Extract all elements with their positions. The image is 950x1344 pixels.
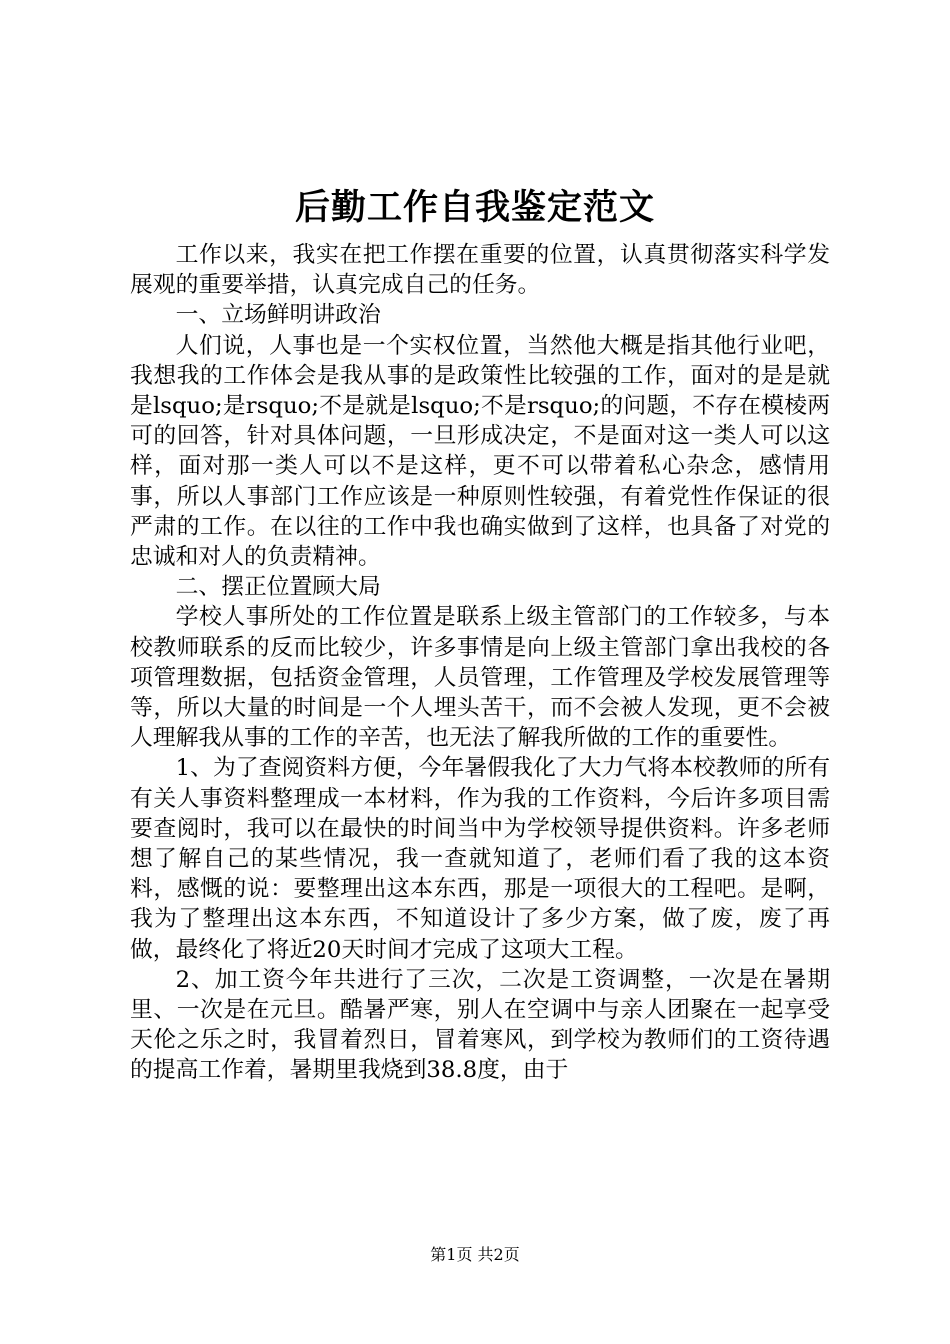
section-heading-2: 二、摆正位置顾大局	[175, 574, 381, 601]
page-number-footer: 第1页 共2页	[430, 1245, 520, 1264]
intro-paragraph: 工作以来，我实在把工作摆在重要的位置，认真贯彻落实科学发展观的重要举措，认真完成自己的任务。	[130, 242, 830, 299]
section-heading-1: 一、立场鲜明讲政治	[175, 302, 381, 329]
numbered-paragraph-1: 1、为了查阅资料方便，今年暑假我化了大力气将本校教师的所有有关人事资料整理成一本材料，作为我的工作资料，今后许多项目需要查阅时，我可以在最快的时间当中为学校领导提供资料。许多老师想了解自己的某些情况，我一查就知道了，老师们看了我的这本资料，感慨的说：要整理出这本东西，那是一项很大的工程吧。是啊，我为了整理出这本东西，不知道设计了多少方案，做了废，废了再做，最终化了将近20天时间才完成了这项大工程。	[130, 755, 830, 963]
body-paragraph: 学校人事所处的工作位置是联系上级主管部门的工作较多，与本校教师联系的反而比较少，许多事情是向上级主管部门拿出我校的各项管理数据，包括资金管理，人员管理，工作管理及学校发展管理等等，所以大量的时间是一个人埋头苦干，而不会被人发现，更不会被人理解我从事的工作的辛苦，也无法了解我所做的工作的重要性。	[130, 604, 830, 752]
document-body	[130, 240, 830, 1086]
numbered-paragraph-2: 2、加工资今年共进行了三次，二次是工资调整，一次是在暑期里、一次是在元旦。酷暑严寒，别人在空调中与亲人团聚在一起享受天伦之乐之时，我冒着烈日，冒着寒风，到学校为教师们的工资待遇的提高工作着，暑期里我烧到38.8度，由于	[130, 966, 830, 1084]
document-title: 后勤工作自我鉴定范文	[294, 187, 655, 228]
body-paragraph: 人们说，人事也是一个实权位置，当然他大概是指其他行业吧，我想我的工作体会是我从事的是政策性比较强的工作，面对的是是就是lsquo;是rsquo;不是就是lsquo;不是rsquo;的问题，不存在模棱两可的回答，针对具体问题，一旦形成决定，不是面对这一类人可以这样，面对那一类人可以不是这样，更不可以带着私心杂念，感情用事，所以人事部门工作应该是一种原则性较强，有着党性作保证的很严肃的工作。在以往的工作中我也确实做到了这样，也具备了对党的忠诚和对人的负责精神。	[130, 332, 830, 571]
